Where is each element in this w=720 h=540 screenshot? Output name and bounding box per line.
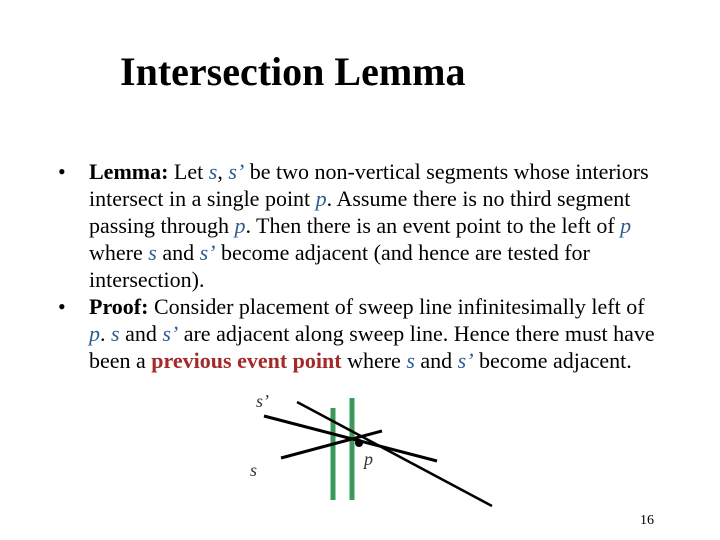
variable-text: s’: [228, 159, 245, 184]
text-run: and: [119, 321, 163, 346]
label-p: p: [364, 449, 373, 469]
text-run: Consider placement of sweep line infinitesimally left of: [148, 294, 645, 319]
text-run: . Then there is an event point to the left of: [245, 213, 621, 238]
text-run: where: [341, 348, 407, 373]
text-run: .: [100, 321, 111, 346]
label-s: s: [250, 460, 258, 480]
bullet-dot-icon: •: [58, 294, 66, 319]
variable-text: p: [315, 186, 327, 211]
variable-text: p: [234, 213, 246, 238]
text-run: ,: [217, 159, 229, 184]
text-run: and: [414, 348, 458, 373]
text-run: are adjacent along sweep line. Hence there must have been a: [89, 321, 655, 373]
lemma-label: Lemma:: [89, 159, 169, 184]
text-run: where: [89, 240, 149, 265]
slide-title: Intersection Lemma: [120, 49, 466, 94]
variable-text: s: [406, 348, 415, 373]
variable-text: s’: [457, 348, 474, 373]
text-run: Let: [168, 159, 209, 184]
text-run: and: [156, 240, 200, 265]
text-run: . Assume there is no third segment passing through: [89, 186, 631, 238]
page-number: 16: [640, 513, 654, 528]
segment-s-prime: [297, 402, 492, 506]
proof-label: Proof:: [89, 294, 149, 319]
text-run: become adjacent.: [473, 348, 632, 373]
highlight-text: previous event point: [151, 348, 342, 373]
text-run: become adjacent (and hence are tested for intersection).: [89, 240, 590, 292]
label-s-prime: s’: [256, 391, 269, 411]
variable-text: p: [620, 213, 632, 238]
text-run: be two non-vertical segments whose interiors intersect in a single point: [89, 159, 649, 211]
intersection-point-p: [355, 439, 363, 447]
variable-text: p: [89, 321, 100, 346]
variable-text: s’: [162, 321, 179, 346]
variable-text: s’: [199, 240, 216, 265]
variable-text: s: [208, 159, 218, 184]
variable-text: s: [111, 321, 120, 346]
variable-text: s: [148, 240, 157, 265]
bullet-dot-icon: •: [58, 159, 66, 184]
